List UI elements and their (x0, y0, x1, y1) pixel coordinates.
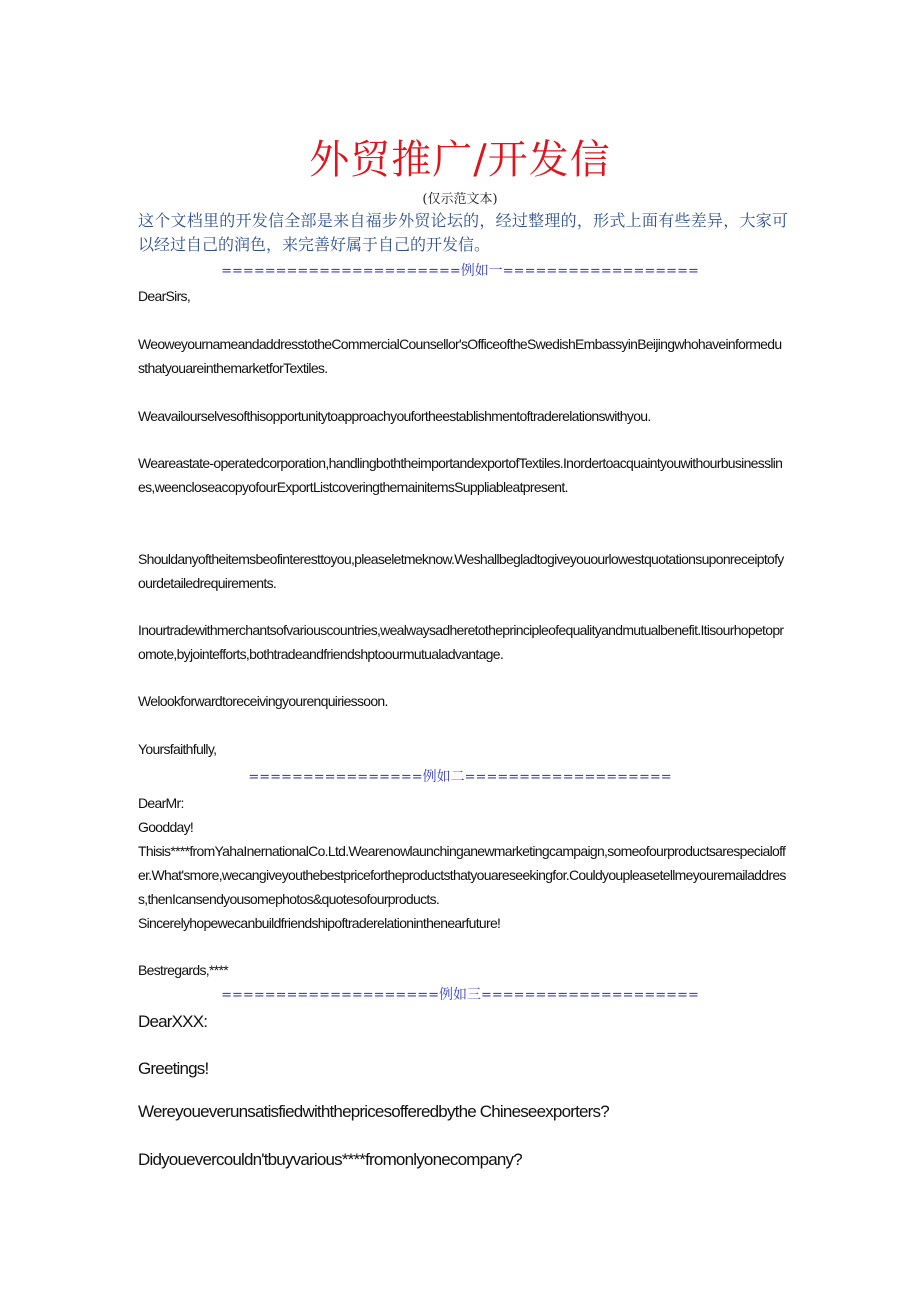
intro-paragraph: 这个文档里的开发信全部是来自福步外贸论坛的，经过整理的，形式上面有些差异，大家可以经过自己的润色，来完善好属于自己的开发信。 (138, 211, 788, 254)
page-title: 外贸推广/开发信 (309, 137, 611, 183)
closing: Bestregards,**** (138, 962, 228, 978)
separator-right: ==================== (481, 988, 699, 1003)
separator-label: 例如二 (422, 769, 465, 785)
salutation: DearMr: (138, 795, 184, 811)
question-1: Wereyoueverunsatisfiedwiththepricesofferedbythe Chineseexporters? (138, 1102, 609, 1121)
separator-right: =================== (464, 770, 672, 785)
letter-paragraph: Weareastate-operatedcorporation,handlingboththeimportandexportofTextiles.Inordertoacquaintyouwithourbusinesslines,weencloseacopyofourExportListcoveringthemainitemsSuppliableatpresent. (138, 455, 783, 495)
letter-paragraph: Sincerelyhopewecanbuildfriendshipoftraderelationinthenearfuture! (138, 915, 501, 931)
separator-left: ====================== (221, 264, 461, 279)
greeting: Greetings! (138, 1059, 209, 1078)
separator-right: ================== (502, 264, 699, 279)
letter-paragraph: Shouldanyoftheitemsbeofinteresttoyou,pleaseletmeknow.Weshallbegladtogiveyouourlowestquotationsuponreceiptofyourdetailedrequirements. (138, 551, 784, 591)
question-2: Didyouevercouldn'tbuyvarious****fromonlyonecompany? (138, 1150, 522, 1169)
page-subtitle: (仅示范文本) (422, 192, 498, 207)
closing: Yoursfaithfully, (138, 741, 217, 757)
letter-paragraph: Inourtradewithmerchantsofvariouscountries,wealwaysadheretotheprincipleofequalityandmutualbenefit.Itisourhopetopromote,byjointefforts,bothtradeandfriendshptoourmutualadvantage. (138, 622, 784, 662)
separator-example-1 (0, 260, 920, 280)
separator-label: 例如一 (460, 263, 503, 279)
separator-example-3 (0, 984, 920, 1004)
letter-paragraph: Welookforwardtoreceivingyourenquiriessoon. (138, 693, 388, 709)
letter-paragraph: Weavailourselvesofthisopportunitytoapproachyoufortheestablishmentoftraderelationswithyou. (138, 408, 651, 424)
salutation: DearSirs, (138, 288, 191, 304)
salutation: DearXXX: (138, 1012, 208, 1031)
separator-example-2 (0, 766, 920, 786)
letter-paragraph: WeoweyournameandaddresstotheCommercialCounsellor'sOfficeoftheSwedishEmbassyinBeijingwhohaveinformedusthatyouareinthemarketforTextiles. (138, 336, 782, 376)
letter-paragraph: Thisis****fromYahaInernationalCo.Ltd.Wearenowlaunchinganewmarketingcampaign,someofourproductsarespecialoffer.What'smore,wecangiveyouthebestpricefortheproductsthatyouareseekingfor.Couldyoupleasetellmeyouremailaddress,thenIcansendyousomephotos&quotesofourproducts. (138, 843, 786, 907)
separator-label: 例如三 (439, 987, 481, 1003)
separator-left: ==================== (221, 988, 439, 1003)
separator-left: ================ (248, 770, 423, 785)
greeting: Goodday! (138, 819, 194, 835)
